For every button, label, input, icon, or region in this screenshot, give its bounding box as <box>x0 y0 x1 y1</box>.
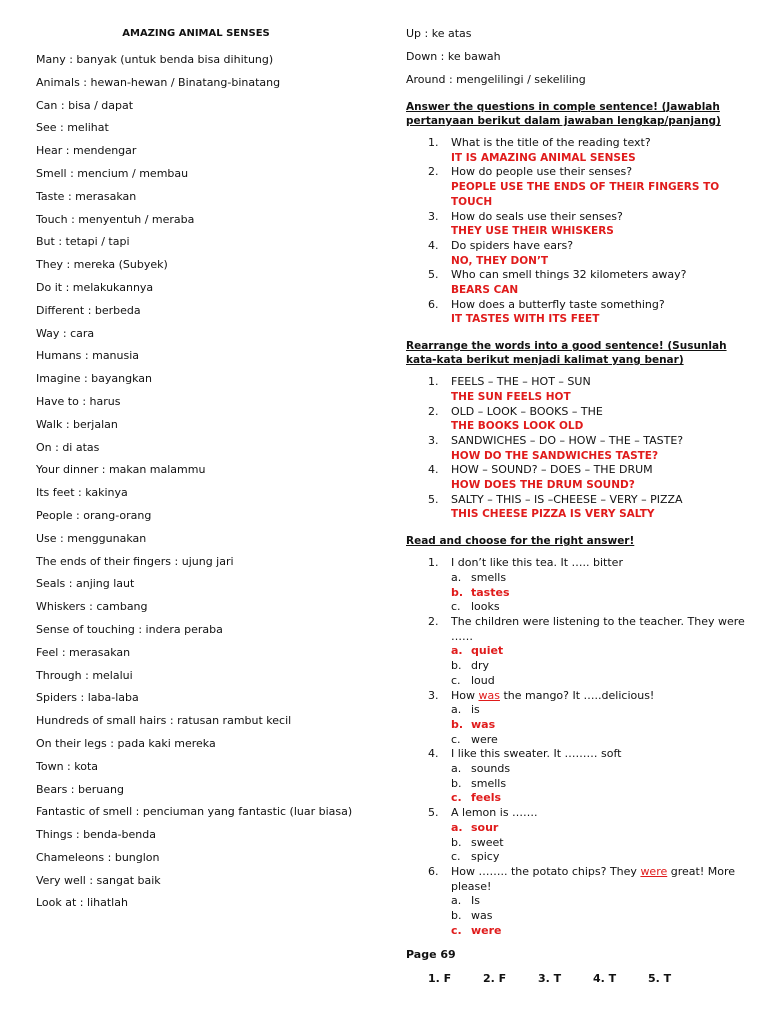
question-text: OLD – LOOK – BOOKS – THE <box>451 404 603 418</box>
vocab-entry: Hundreds of small hairs : ratusan rambut kecil <box>36 714 292 728</box>
vocab-entry: Use : menggunakan <box>36 531 147 545</box>
vocab-entry: Taste : merasakan <box>36 189 137 203</box>
option-letter: c. <box>451 791 462 805</box>
correct-option <box>451 718 746 733</box>
question-number: 4. <box>428 463 439 477</box>
answer-text: NO, THEY DON’T <box>451 254 549 267</box>
option <box>451 571 746 586</box>
option-letter: c. <box>451 923 462 937</box>
question-text: A lemon is ……. <box>451 806 538 820</box>
vocab-entry: Sense of touching : indera peraba <box>36 622 223 636</box>
vocab-entry: Many : banyak (untuk benda bisa dihitung) <box>36 53 274 66</box>
question-text: I like this sweater. It ……… soft <box>451 747 622 761</box>
vocab-entry: Bears : beruang <box>36 782 124 796</box>
page-number: Page 69 <box>406 948 456 962</box>
question-text: SALTY – THIS – IS –CHEESE – VERY – PIZZA <box>451 492 683 506</box>
option-text: looks <box>471 600 500 614</box>
option-text: sour <box>471 820 499 834</box>
option <box>451 850 746 865</box>
vocab-entry: Walk : berjalan <box>36 417 118 431</box>
question-number: 2. <box>428 614 439 628</box>
option-text: were <box>471 732 498 746</box>
option-letter: c. <box>451 600 461 614</box>
tf-answer: 5. T <box>648 972 672 986</box>
option-letter: b. <box>451 909 462 923</box>
option-letter: b. <box>451 659 462 673</box>
correct-option <box>451 821 746 836</box>
option <box>451 909 746 924</box>
option-text: sweet <box>471 835 504 849</box>
vocab-entry: On their legs : pada kaki mereka <box>36 736 216 750</box>
tf-answer: 3. T <box>538 972 562 986</box>
option-text: smells <box>471 776 507 790</box>
option-text: were <box>471 923 502 937</box>
question-number: 5. <box>428 492 439 506</box>
question-item <box>406 298 746 327</box>
vocab-entry: Animals : hewan-hewan / Binatang-binatang <box>36 75 281 89</box>
question-number: 1. <box>428 136 439 149</box>
question-item <box>406 405 746 434</box>
question-number: 2. <box>428 165 439 179</box>
vocab-entry: Around : mengelilingi / sekeliling <box>406 73 586 86</box>
question-item <box>406 136 746 165</box>
correct-option <box>451 644 746 659</box>
option <box>451 600 746 615</box>
option <box>451 894 746 909</box>
correct-option <box>451 586 746 601</box>
question-text: How do people use their senses? <box>451 165 633 179</box>
vocab-entry: Look at : lihatlah <box>36 896 128 910</box>
vocabulary-list-continued <box>406 27 746 96</box>
vocab-entry: Down : ke bawah <box>406 50 501 63</box>
document-title: AMAZING ANIMAL SENSES <box>122 28 270 39</box>
question-item <box>406 463 746 492</box>
question-item <box>406 268 746 297</box>
correct-option <box>451 924 746 939</box>
question-number: 3. <box>428 209 439 223</box>
option-letter: a. <box>451 820 463 834</box>
question-item <box>406 747 746 806</box>
question-item <box>406 493 746 522</box>
answer-text: HOW DOES THE DRUM SOUND? <box>451 479 635 492</box>
vocab-entry: Different : berbeda <box>36 303 141 317</box>
answer-text: IT IS AMAZING ANIMAL SENSES <box>451 151 636 164</box>
option-letter: a. <box>451 894 462 908</box>
answer-text: IT TASTES WITH ITS FEET <box>451 313 600 326</box>
question-text: Do spiders have ears? <box>451 238 574 252</box>
option-letter: c. <box>451 732 461 746</box>
option-text: was <box>471 909 493 923</box>
option-text: smells <box>471 570 507 584</box>
question-text: The children were listening to the teacher. They were …… <box>451 614 745 643</box>
correct-option <box>451 791 746 806</box>
vocab-entry: Town : kota <box>36 759 99 773</box>
question-number: 4. <box>428 238 439 252</box>
vocab-entry: The ends of their fingers : ujung jari <box>36 554 234 568</box>
tf-answer: 4. T <box>593 972 617 986</box>
question-text: SANDWICHES – DO – HOW – THE – TASTE? <box>451 433 684 447</box>
vocab-entry: Way : cara <box>36 326 95 340</box>
answer-text: PEOPLE USE THE ENDS OF THEIR FINGERS TO TOUCH <box>451 181 720 208</box>
vocab-entry: See : melihat <box>36 121 109 135</box>
vocab-entry: Whiskers : cambang <box>36 600 148 614</box>
vocab-entry: But : tetapi / tapi <box>36 235 130 249</box>
tf-answer: 2. F <box>483 972 507 986</box>
vocab-entry: They : mereka (Subyek) <box>36 258 168 272</box>
vocab-entry: Have to : harus <box>36 394 121 408</box>
option-text: sounds <box>471 762 511 776</box>
vocab-entry: Very well : sangat baik <box>36 873 161 887</box>
option-letter: b. <box>451 776 462 790</box>
option-text: is <box>471 703 480 717</box>
vocab-entry: Imagine : bayangkan <box>36 372 152 386</box>
vocabulary-column <box>36 27 386 919</box>
question-text: FEELS – THE – HOT – SUN <box>451 375 591 389</box>
question-number: 6. <box>428 864 439 878</box>
vocab-entry: Fantastic of smell : penciuman yang fantastic (luar biasa) <box>36 805 353 819</box>
vocab-entry: Up : ke atas <box>406 27 472 40</box>
vocab-entry: Feel : merasakan <box>36 645 131 659</box>
question-item <box>406 806 746 865</box>
section1-questions <box>406 136 746 327</box>
option-text: Is <box>471 894 480 908</box>
exercise-column <box>406 27 746 986</box>
question-number: 6. <box>428 297 439 311</box>
vocabulary-list <box>36 53 386 919</box>
question-number: 3. <box>428 433 439 447</box>
section3-heading: Read and choose for the right answer! <box>406 535 635 548</box>
option <box>451 777 746 792</box>
question-text <box>451 689 746 704</box>
question-item <box>406 556 746 615</box>
question-text-part: great! More please! <box>451 864 736 893</box>
option-text: dry <box>471 659 490 673</box>
option-letter: b. <box>451 835 462 849</box>
section1-heading: Answer the questions in comple sentence! (Jawablah pertanyaan berikut dalam jawaban lengkap/panjang) <box>406 101 721 127</box>
question-text: HOW – SOUND? – DOES – THE DRUM <box>451 463 653 477</box>
option <box>451 733 746 748</box>
question-number: 5. <box>428 268 439 282</box>
question-number: 2. <box>428 404 439 418</box>
vocab-entry: Smell : mencium / membau <box>36 166 189 180</box>
question-item <box>406 689 746 748</box>
question-item <box>406 210 746 239</box>
question-item <box>406 239 746 268</box>
vocab-entry: Spiders : laba-laba <box>36 691 139 705</box>
section3-questions <box>406 556 746 938</box>
question-text-part: How …….. the potato chips? They <box>451 864 641 878</box>
option-text: spicy <box>471 850 500 864</box>
answer-text: THEY USE THEIR WHISKERS <box>451 225 614 238</box>
question-item <box>406 434 746 463</box>
option-text: feels <box>471 791 502 805</box>
option-text: quiet <box>471 644 504 658</box>
true-false-answers <box>406 972 746 986</box>
question-text-part: How <box>451 688 479 702</box>
vocab-entry: On : di atas <box>36 440 100 454</box>
vocab-entry: Your dinner : makan malammu <box>36 463 206 477</box>
answer-text: THE BOOKS LOOK OLD <box>451 420 584 433</box>
option-letter: a. <box>451 644 463 658</box>
option-letter: c. <box>451 850 461 864</box>
question-number: 1. <box>428 375 439 389</box>
question-item <box>406 165 746 209</box>
option-letter: b. <box>451 717 464 731</box>
option-letter: c. <box>451 673 461 687</box>
option <box>451 703 746 718</box>
question-text: What is the title of the reading text? <box>451 136 651 149</box>
question-text: Who can smell things 32 kilometers away? <box>451 268 687 282</box>
answer-text: THE SUN FEELS HOT <box>451 390 571 403</box>
option <box>451 836 746 851</box>
section2-heading: Rearrange the words into a good sentence! (Susunlah kata-kata berikut menjadi kalimat yang benar) <box>406 340 727 367</box>
option-letter: b. <box>451 585 464 599</box>
question-item <box>406 375 746 404</box>
spacer <box>406 972 428 986</box>
vocab-entry: Seals : anjing laut <box>36 577 135 591</box>
question-text: I don’t like this tea. It ….. bitter <box>451 556 623 570</box>
option-text: was <box>471 717 496 731</box>
option <box>451 674 746 689</box>
vocab-entry: Its feet : kakinya <box>36 486 128 500</box>
section2-questions <box>406 375 746 522</box>
question-number: 5. <box>428 806 439 820</box>
vocab-entry: Hear : mendengar <box>36 144 137 158</box>
answer-text: THIS CHEESE PIZZA IS VERY SALTY <box>451 508 655 521</box>
answer-text: BEARS CAN <box>451 284 519 297</box>
vocab-entry: Do it : melakukannya <box>36 280 154 294</box>
option-letter: a. <box>451 703 462 717</box>
option-letter: a. <box>451 762 462 776</box>
highlighted-word: were <box>640 864 668 878</box>
tf-answer: 1. F <box>428 972 452 986</box>
option-text: tastes <box>471 585 510 599</box>
question-number: 3. <box>428 688 439 702</box>
question-number: 1. <box>428 556 439 570</box>
question-text-part: the mango? It …..delicious! <box>499 688 655 702</box>
option <box>451 762 746 777</box>
vocab-entry: People : orang-orang <box>36 508 152 522</box>
question-text: How do seals use their senses? <box>451 209 623 223</box>
vocab-entry: Humans : manusia <box>36 349 140 363</box>
vocab-entry: Touch : menyentuh / meraba <box>36 212 195 226</box>
question-text: How does a butterfly taste something? <box>451 297 665 311</box>
highlighted-word: was <box>478 688 500 702</box>
vocab-entry: Can : bisa / dapat <box>36 98 134 112</box>
vocab-entry: Things : benda-benda <box>36 828 156 842</box>
answer-text: HOW DO THE SANDWICHES TASTE? <box>451 449 659 462</box>
question-item <box>406 615 746 689</box>
vocab-entry: Through : melalui <box>36 668 133 682</box>
question-text <box>451 865 746 894</box>
option-text: loud <box>471 673 495 687</box>
option-letter: a. <box>451 570 462 584</box>
vocab-entry: Chameleons : bunglon <box>36 850 160 864</box>
question-item <box>406 865 746 939</box>
option <box>451 659 746 674</box>
question-number: 4. <box>428 747 439 761</box>
